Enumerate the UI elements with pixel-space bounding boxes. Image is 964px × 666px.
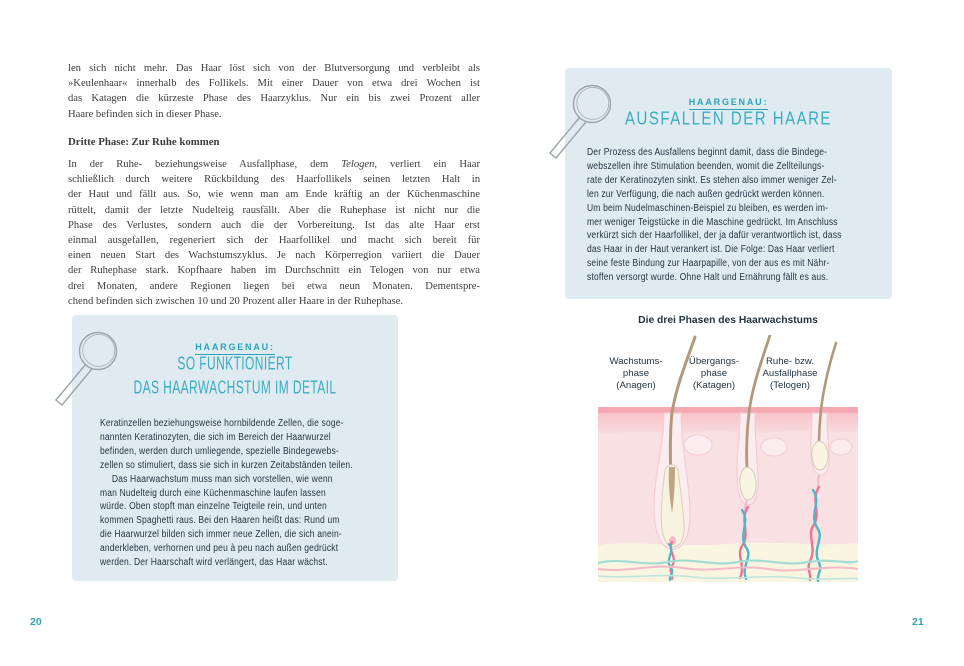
diagram-label-anagen: Wachstums- phase (Anagen) (609, 356, 663, 391)
infobox-kicker: HAARGENAU: (565, 92, 892, 110)
infobox-haarwachstum (72, 315, 398, 581)
diagram-label-katagen: Übergangs- phase (Katagen) (688, 356, 740, 391)
diagram-title: Die drei Phasen des Haarwachstums (638, 315, 818, 326)
paragraph-katagen-end: len sich nicht mehr. Das Haar löst sich von der Blutversorgung und verbleibt als »Keulenhaar« innerhalb des Follikels. Mit einer Dauer von etwa drei Wochen ist das Katagen die kürzeste Phase des Haarzyklus. Nur ein bis zwei Prozent aller Haare befinden sich in dieser Phase. (68, 63, 480, 120)
subheading-dritte-phase: Dritte Phase: Zur Ruhe kommen (68, 135, 220, 148)
page-number-left: 20 (30, 616, 42, 628)
left-page-text-column (68, 61, 480, 309)
infobox-ausfallen (565, 68, 892, 299)
page-number-right: 21 (912, 616, 924, 628)
infobox-kicker: HAARGENAU: (72, 337, 398, 355)
paragraph-telogen: In der Ruhe- beziehungsweise Ausfallphase, dem Telogen, verliert ein Haar schließlich durch weitere Rückbildung des Haarfollikels seinen letzten Halt in der Haut und fällt aus. So, wie wenn man am Ende kräftig an der Küchenmaschine rüttelt, damit der letzte Nudelteig rausfällt. Aber die Ruhephase ist nicht nur die Phase des Verlustes, sondern auch die der Vorbereitung. Ist das alte Haar erst einmal ausgefallen, regeneriert sich der Haarfollikel und macht sich bereit für einen neuen Start des Wachstumszyklus. Je nach Körperregion variiert die Dauer der Ruhephase stark. Kopfhaare haben im Durchschnitt ein Telogen von nur etwa drei Monaten, andere Regionen liegen bei etwa neun Monaten. Dementspre- chend befinden sich zwischen 10 und 20 Prozent aller Haare in der Ruhephase. (68, 159, 480, 307)
diagram-label-telogen: Ruhe- bzw. Ausfallphase (Telogen) (762, 356, 818, 391)
infobox-body: Keratinzellen beziehungsweise hornbildende Zellen, die soge- nannten Keratinozyten, die sich im Bereich der Haarwurzel befinden, werden durch umliegende, spezielle Bindegewebs- zellen so stimuliert, dass sie sich in kurzen Zeitabständen teilen. Das Haarwachstum muss man sich vorstellen, wie wenn man Nudelteig durch eine Küchenmaschine laufen lassen würde. Oben stopft man einzelne Teigteile rein, und unten kommen Spaghetti raus. Bei den Haaren heißt das: Rund um die Haarwurzel bilden sich immer neue Zellen, die sich anein- anderkleben, verhornen und peu à peu nach außen gedrückt werden. Der Haarschaft wird verlängert, das Haar wächst. (100, 418, 353, 569)
infobox-title: SO FUNKTIONIERT DAS HAARWACHSTUM IM DETAIL (133, 353, 337, 399)
infobox-title: AUSFALLEN DER HAARE (625, 108, 832, 130)
infobox-body: Der Prozess des Ausfallens beginnt damit, dass die Bindege- webszellen ihre Stimulation beenden, womit die Zellteilungs- rate der Keratinozyten sinkt. Es stehen also immer weniger Zel- len zur Verfügung, die nach außen gedrückt werden können. Um beim Nudelmaschinen-Beispiel zu bleiben, es werden im- mer weniger Teigstücke in die Maschine gedrückt. Im Anschluss verkürzt sich der Haarfollikel, der ja dafür verantwortlich ist, dass das Haar in der Haut verankert ist. Die Folge: Das Haar verliert seine feste Bindung zur Haarpapille, von der aus es mit Nähr- stoffen versorgt wurde. Ohne Halt und Ernährung fällt es aus. (587, 147, 842, 284)
